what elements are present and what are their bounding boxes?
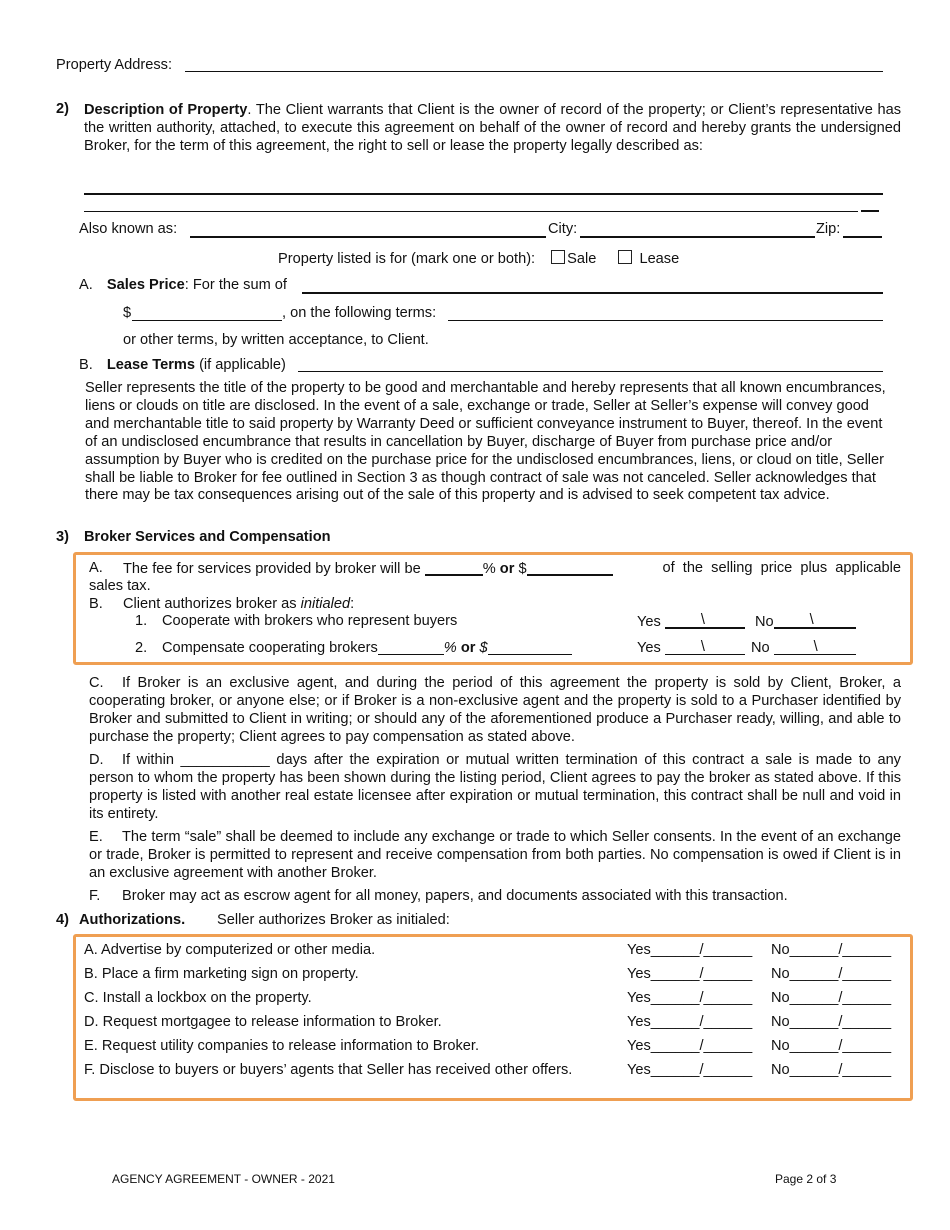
cooperate-yes-no (637, 613, 856, 630)
fee-percent-sign: % (482, 561, 496, 577)
section3-e-text: The term “sale” shall be deemed to include any exchange or trade to which Seller consents. In the event of an exchange or trade, Broker is permitted to represent and receive compensation from both parties. No compensation is owed if Client is in an exclusive agreement with another Broker. (89, 829, 901, 881)
fee-dollar-sign: $ (518, 561, 527, 577)
section3-c (89, 674, 901, 746)
cooperate-label: Cooperate with brokers who represent buyers (162, 613, 458, 629)
section2-description (84, 101, 901, 155)
city-field[interactable] (580, 236, 815, 238)
authorization-no-field[interactable]: No______/______ (771, 1062, 892, 1078)
sales-price-amount-field[interactable] (132, 320, 282, 321)
cooperate-yes-slash: \ (700, 612, 705, 628)
city-label: City: (548, 221, 578, 237)
section3-number: 3) (56, 529, 69, 545)
fee-row (123, 560, 613, 577)
client-authorizes-colon: : (350, 596, 355, 612)
footer-form-name: AGENCY AGREEMENT - OWNER - 2021 (112, 1172, 335, 1186)
compensate-percent-sign: % (443, 640, 457, 656)
section3-d-text1: If within (122, 752, 174, 768)
authorization-item: B. Place a firm marketing sign on property. (84, 966, 359, 982)
compensate-no-slash: \ (813, 639, 818, 655)
section3-e (89, 828, 901, 882)
section3-d-text2: days after the expiration or mutual written termination of this contract a sale is made to any person to whom the property has been shown during the listing period, Client agrees to pay the broker as stated above. If this property is listed with another real estate licensee after expiration or mutual termination, this contract shall be null and void in its entirety. (89, 752, 901, 822)
also-known-as-field[interactable] (190, 236, 546, 238)
sales-price-dollar: $ (123, 305, 132, 321)
section4-title: Authorizations. (79, 912, 186, 928)
sale-label: Sale (567, 251, 597, 267)
client-authorizes-row (123, 596, 354, 612)
property-address-label: Property Address: (56, 57, 172, 73)
footer-page-number: Page 2 of 3 (775, 1172, 837, 1186)
section3-title: Broker Services and Compensation (84, 529, 331, 545)
cooperate-no-label: No (754, 614, 774, 630)
compensate-amount-field[interactable] (488, 640, 572, 655)
section3-d-letter: D. (89, 752, 104, 768)
cooperate-number: 1. (135, 613, 148, 629)
section3-d (89, 751, 901, 823)
sale-checkbox-box[interactable] (551, 250, 565, 264)
section3-f-text: Broker may act as escrow agent for all money, papers, and documents associated with this transaction. (122, 888, 788, 904)
compensate-or: or (460, 640, 476, 656)
lease-terms-title: Lease Terms (106, 357, 196, 373)
client-authorizes-letter: B. (89, 596, 103, 612)
authorization-item: C. Install a lockbox on the property. (84, 990, 312, 1006)
authorization-no-field[interactable]: No______/______ (771, 990, 892, 1006)
authorization-no-field[interactable]: No______/______ (771, 1014, 892, 1030)
section2-title: Description of Property (84, 102, 248, 118)
for-the-sum-label: : For the sum of (184, 277, 287, 293)
sales-price-letter: A. (79, 277, 93, 293)
fee-text: The fee for services provided by broker will be (123, 561, 421, 577)
sale-checkbox[interactable] (551, 251, 596, 267)
client-authorizes-initialed: initialed (300, 596, 351, 612)
compensate-percent-field[interactable] (378, 640, 444, 655)
fee-or: or (499, 561, 515, 577)
section3-e-letter: E. (89, 829, 103, 845)
compensate-yes-slash: \ (700, 639, 705, 655)
property-address-field[interactable] (185, 71, 883, 72)
authorization-item: E. Request utility companies to release information to Broker. (84, 1038, 480, 1054)
other-terms-text: or other terms, by written acceptance, to Client. (123, 332, 429, 348)
sales-price-sum-field[interactable] (302, 292, 883, 294)
authorization-yes-field[interactable]: Yes______/______ (627, 966, 753, 982)
authorization-yes-field[interactable]: Yes______/______ (627, 1062, 753, 1078)
cooperate-yes-field[interactable] (665, 613, 745, 629)
authorization-no-field[interactable]: No______/______ (771, 966, 892, 982)
sales-price-row (79, 277, 287, 293)
sales-price-title: Sales Price (106, 277, 185, 293)
authorization-yes-field[interactable]: Yes______/______ (627, 1014, 753, 1030)
zip-label: Zip: (816, 221, 841, 237)
section3-d-days-field[interactable]: ___________ (180, 752, 270, 768)
authorization-item: A. Advertise by computerized or other media. (84, 942, 376, 958)
authorization-yes-field[interactable]: Yes______/______ (627, 1038, 753, 1054)
section3-f-letter: F. (89, 888, 101, 904)
section3-c-text: If Broker is an exclusive agent, and during the period of this agreement the property is sold by Client, Broker, a cooperating broker, or anyone else; or if Broker is a non-exclusive agent and the property is sold to a Purchaser identified by Broker and submitted to Client in writing; or should any of the aforementioned produce a Purchaser ready, willing, and able to purchase the property; Client agrees to pay compensation as stated above. (89, 675, 901, 745)
section2-number: 2) (56, 101, 69, 117)
authorization-item: F. Disclose to buyers or buyers’ agents that Seller has received other offers. (84, 1062, 573, 1078)
fee-text-end: of the selling price plus applicable (662, 560, 901, 576)
fee-sales-tax: sales tax. (89, 578, 151, 594)
following-terms-field[interactable] (448, 320, 883, 321)
zip-field[interactable] (843, 236, 882, 238)
section4-subtitle: Seller authorizes Broker as initialed: (217, 912, 450, 928)
following-terms-label: , on the following terms: (282, 305, 437, 321)
compensate-no-label: No (750, 640, 770, 656)
section2-text: . The Client warrants that Client is the owner of record of the property; or Client’s representative has the written authority, attached, to execute this agreement on behalf of the owner of record and hereby grants the undersigned Broker, for the term of this agreement, the right to sell or lease the property legally described as: (84, 102, 901, 154)
lease-label: Lease (639, 251, 680, 267)
fee-amount-field[interactable] (527, 560, 613, 576)
legal-description-line-2-end (861, 210, 879, 212)
section3-f (89, 888, 901, 904)
compensate-label: Compensate cooperating brokers (162, 640, 378, 656)
seller-paragraph: Seller represents the title of the property to be good and merchantable and hereby represents that all known encumbrances, liens or clouds on title are disclosed. In the event of a sale, exchange or trade, Seller at Seller’s expense will convey good and merchantable title to said property by Warranty Deed or sufficient conveyance instrument to Buyer, thereof. In the event of an undisclosed encumbrance that results in cancellation by Buyer, discharge of Buyer from purchase price and/or assumption by Buyer who is credited on the purchase price for the undisclosed encumbrances, liens, or cloud on title, Seller shall be liable to Broker for fee outlined in Section 3 as though contract of sale was not canceled. Seller acknowledges that there may be tax consequences arising out of the sale of this property and is advised to seek competent tax advice. (85, 380, 886, 504)
listed-for-row (278, 250, 679, 267)
section3-c-letter: C. (89, 675, 104, 691)
authorization-no-field[interactable]: No______/______ (771, 1038, 892, 1054)
authorization-yes-field[interactable]: Yes______/______ (627, 990, 753, 1006)
compensate-yes-field[interactable] (665, 640, 745, 655)
compensate-yes-label: Yes (637, 640, 661, 656)
cooperate-no-slash: \ (809, 612, 814, 628)
lease-terms-note: (if applicable) (195, 357, 286, 373)
lease-terms-row (79, 357, 286, 373)
cooperate-no-field[interactable] (774, 613, 856, 629)
fee-percent-field[interactable] (425, 560, 483, 576)
compensate-no-field[interactable] (774, 640, 856, 655)
lease-checkbox[interactable] (618, 251, 679, 267)
authorization-no-field[interactable]: No______/______ (771, 942, 892, 958)
authorization-yes-field[interactable]: Yes______/______ (627, 942, 753, 958)
lease-checkbox-box[interactable] (618, 250, 632, 264)
compensate-number: 2. (135, 640, 148, 656)
compensate-yes-no (637, 640, 856, 656)
authorization-item: D. Request mortgagee to release information to Broker. (84, 1014, 442, 1030)
also-known-as-label: Also known as: (79, 221, 178, 237)
listed-for-label: Property listed is for (mark one or both): (278, 251, 536, 267)
legal-description-line-2[interactable] (84, 211, 858, 212)
section4-number: 4) (56, 912, 69, 928)
compensate-dollar-sign: $ (479, 640, 488, 656)
client-authorizes-text: Client authorizes broker as (123, 596, 301, 612)
legal-description-line-1[interactable] (84, 193, 883, 195)
lease-terms-letter: B. (79, 357, 93, 373)
cooperate-yes-label: Yes (637, 614, 661, 630)
compensate-row (162, 640, 572, 656)
lease-terms-field[interactable] (298, 371, 883, 372)
fee-letter: A. (89, 560, 103, 576)
